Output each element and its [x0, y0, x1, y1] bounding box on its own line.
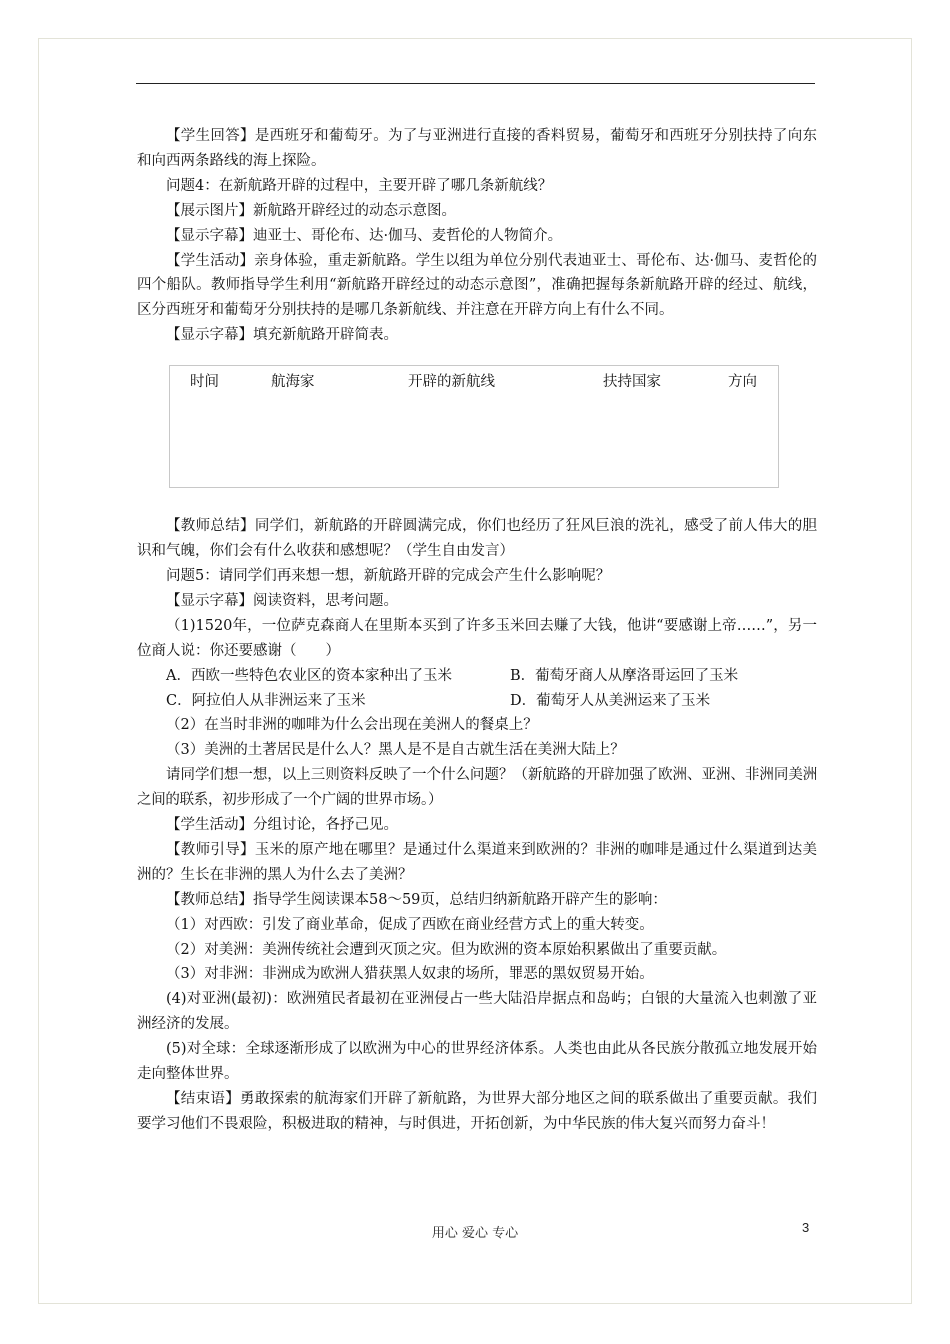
table-header-route: 开辟的新航线 [408, 374, 495, 391]
paragraph-question-5: 问题5：请同学们再来想一想，新航路开辟的完成会产生什么影响呢？ [166, 567, 611, 584]
paragraph-group-discussion: 【学生活动】分组讨论，各抒己见。 [166, 817, 398, 834]
table-header-navigator: 航海家 [271, 374, 315, 391]
table-header-country: 扶持国家 [603, 374, 661, 391]
paragraph-material-1: （1)1520年，一位萨克森商人在里斯本买到了许多玉米回去赚了大钱，他讲“要感谢上帝……”，另一位商人说：你还要感谢（ ） [137, 617, 817, 659]
paragraph-impact-africa: （3）对非洲：非洲成为欧洲人猎获黑人奴隶的场所，罪恶的黑奴贸易开始。 [166, 966, 654, 983]
paragraph-teacher-conclusion: 【教师总结】指导学生阅读课本58～59页，总结归纳新航路开辟产生的影响： [166, 891, 667, 908]
paragraph-show-picture: 【展示图片】新航路开辟经过的动态示意图。 [166, 202, 456, 219]
choice-row-2 [137, 689, 817, 714]
paragraph-impact-europe: （1）对西欧：引发了商业革命，促成了西欧在商业经营方式上的重大转变。 [166, 916, 654, 933]
paragraph-show-caption-table: 【显示字幕】填充新航路开辟简表。 [166, 327, 398, 344]
paragraph-closing: 【结束语】勇敢探索的航海家们开辟了新航路，为世界大部分地区之间的联系做出了重要贡献。我们要学习他们不畏艰险，积极进取的精神，与时俱进，开拓创新，为中华民族的伟大复兴而努力奋斗！ [137, 1091, 817, 1132]
route-summary-table [169, 365, 779, 488]
choice-a: A．西欧一些特色农业区的资本家种出了玉米 [166, 667, 452, 684]
paragraph-impact-global: (5)对全球：全球逐渐形成了以欧洲为中心的世界经济体系。人类也由此从各民族分散孤立地发展开始走向整体世界。 [137, 1041, 817, 1083]
paragraph-teacher-summary: 【教师总结】同学们，新航路的开辟圆满完成，你们也经历了狂风巨浪的洗礼，感受了前人伟大的胆识和气魄，你们会有什么收获和感想呢？（学生自由发言） [137, 518, 817, 560]
choice-b: B．葡萄牙商人从摩洛哥运回了玉米 [510, 667, 739, 684]
choice-c: C．阿拉伯人从非洲运来了玉米 [166, 692, 366, 709]
table-header-time: 时间 [190, 374, 219, 391]
paragraph-show-caption-reading: 【显示字幕】阅读资料，思考问题。 [166, 592, 398, 609]
paragraph-student-answer: 【学生回答】是西班牙和葡萄牙。为了与亚洲进行直接的香料贸易，葡萄牙和西班牙分别扶持了向东和向西两条路线的海上探险。 [137, 128, 817, 169]
paragraph-question-4: 问题4：在新航路开辟的过程中，主要开辟了哪几条新航线？ [166, 177, 553, 194]
paragraph-impact-americas: （2）对美洲：美洲传统社会遭到灭顶之灾。但为欧洲的资本原始积累做出了重要贡献。 [166, 941, 727, 958]
footer-text: 用心 爱心 专心 [431, 1226, 519, 1241]
table-header-direction: 方向 [728, 374, 757, 391]
paragraph-student-activity: 【学生活动】亲身体验，重走新航路。学生以组为单位分别代表迪亚士、哥伦布、达·伽马、麦哲伦的四个船队。教师指导学生利用“新航路开辟经过的动态示意图”，准确把握每条新航路开辟的经过、航线，区分西班牙和葡萄牙分别扶持的是哪几条新航线、并注意在开辟方向上有什么不同。 [137, 252, 817, 319]
paragraph-impact-asia: (4)对亚洲(最初)：欧洲殖民者最初在亚洲侵占一些大陆沿岸据点和岛屿；白银的大量流入也刺激了亚洲经济的发展。 [137, 991, 817, 1033]
paragraph-material-2: （2）在当时非洲的咖啡为什么会出现在美洲人的餐桌上？ [166, 717, 538, 734]
header-rule [136, 83, 815, 84]
document-body [137, 124, 817, 1137]
paragraph-teacher-guide: 【教师引导】玉米的原产地在哪里？是通过什么渠道来到欧洲的？非洲的咖啡是通过什么渠道到达美洲的？生长在非洲的黑人为什么去了美洲？ [137, 841, 817, 883]
paragraph-material-3: （3）美洲的土著居民是什么人？黑人是不是自古就生活在美洲大陆上？ [166, 742, 625, 759]
paragraph-show-caption-bios: 【显示字幕】迪亚士、哥伦布、达·伽马、麦哲伦的人物简介。 [166, 227, 563, 244]
choice-row-1 [137, 664, 817, 689]
paragraph-reflection: 请同学们想一想，以上三则资料反映了一个什么问题？（新航路的开辟加强了欧洲、亚洲、非洲同美洲之间的联系，初步形成了一个广阔的世界市场。） [137, 767, 817, 809]
choice-d: D．葡萄牙人从美洲运来了玉米 [510, 692, 711, 709]
page-number: 3 [802, 1220, 810, 1235]
